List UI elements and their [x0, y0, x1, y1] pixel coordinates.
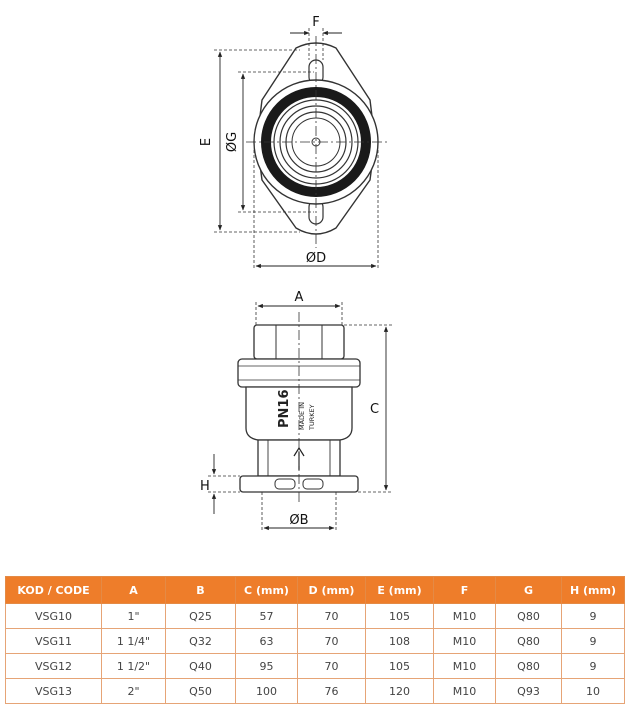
cell-a: 1 1/4" [102, 629, 166, 654]
top-view [199, 15, 388, 270]
cell-a: 1" [102, 604, 166, 629]
table-row [6, 604, 625, 629]
cell-g: Q93 [496, 679, 562, 704]
dim-b-label: ØB [289, 513, 309, 528]
cell-b: Q40 [166, 654, 236, 679]
cell-f: M10 [434, 679, 496, 704]
cell-f: M10 [434, 629, 496, 654]
dim-h-label: H [200, 479, 210, 494]
cell-code: VSG10 [6, 604, 102, 629]
cell-c: 100 [236, 679, 298, 704]
cell-d: 70 [298, 654, 366, 679]
cell-e: 120 [366, 679, 434, 704]
origin-line2: TURKEY [308, 404, 316, 430]
cell-code: VSG12 [6, 654, 102, 679]
side-view [200, 290, 392, 532]
dim-c-label: C [370, 402, 380, 417]
cell-g: Q80 [496, 629, 562, 654]
header-h: H (mm) [562, 577, 625, 604]
header-d: D (mm) [298, 577, 366, 604]
cell-a: 1 1/2" [102, 654, 166, 679]
cell-d: 76 [298, 679, 366, 704]
dim-d-label: ØD [305, 251, 327, 266]
dim-g-label: ØG [225, 131, 240, 153]
body-marking: PN16 [277, 389, 292, 428]
dim-f-label: F [312, 15, 320, 30]
cell-code: VSG11 [6, 629, 102, 654]
cell-c: 95 [236, 654, 298, 679]
cell-d: 70 [298, 629, 366, 654]
table-row [6, 654, 625, 679]
header-g: G [496, 577, 562, 604]
header-c: C (mm) [236, 577, 298, 604]
cell-a: 2" [102, 679, 166, 704]
cell-e: 105 [366, 604, 434, 629]
header-e: E (mm) [366, 577, 434, 604]
header-code: KOD / CODE [6, 577, 102, 604]
dim-a-label: A [294, 290, 304, 305]
cell-h: 9 [562, 629, 625, 654]
cell-e: 105 [366, 654, 434, 679]
table-row [6, 629, 625, 654]
header-b: B [166, 577, 236, 604]
cell-h: 9 [562, 654, 625, 679]
header-f: F [434, 577, 496, 604]
cell-g: Q80 [496, 654, 562, 679]
header-a: A [102, 577, 166, 604]
dim-e-label: E [199, 137, 214, 147]
cell-h: 9 [562, 604, 625, 629]
cell-f: M10 [434, 654, 496, 679]
cell-b: Q32 [166, 629, 236, 654]
spec-table [5, 576, 625, 704]
cell-e: 108 [366, 629, 434, 654]
cell-c: 63 [236, 629, 298, 654]
cell-f: M10 [434, 604, 496, 629]
cell-b: Q25 [166, 604, 236, 629]
table-header-row [6, 577, 625, 604]
cell-h: 10 [562, 679, 625, 704]
cell-b: Q50 [166, 679, 236, 704]
origin-line1: MADE IN [298, 401, 306, 430]
cell-d: 70 [298, 604, 366, 629]
cell-g: Q80 [496, 604, 562, 629]
table-row [6, 679, 625, 704]
cell-code: VSG13 [6, 679, 102, 704]
cell-c: 57 [236, 604, 298, 629]
